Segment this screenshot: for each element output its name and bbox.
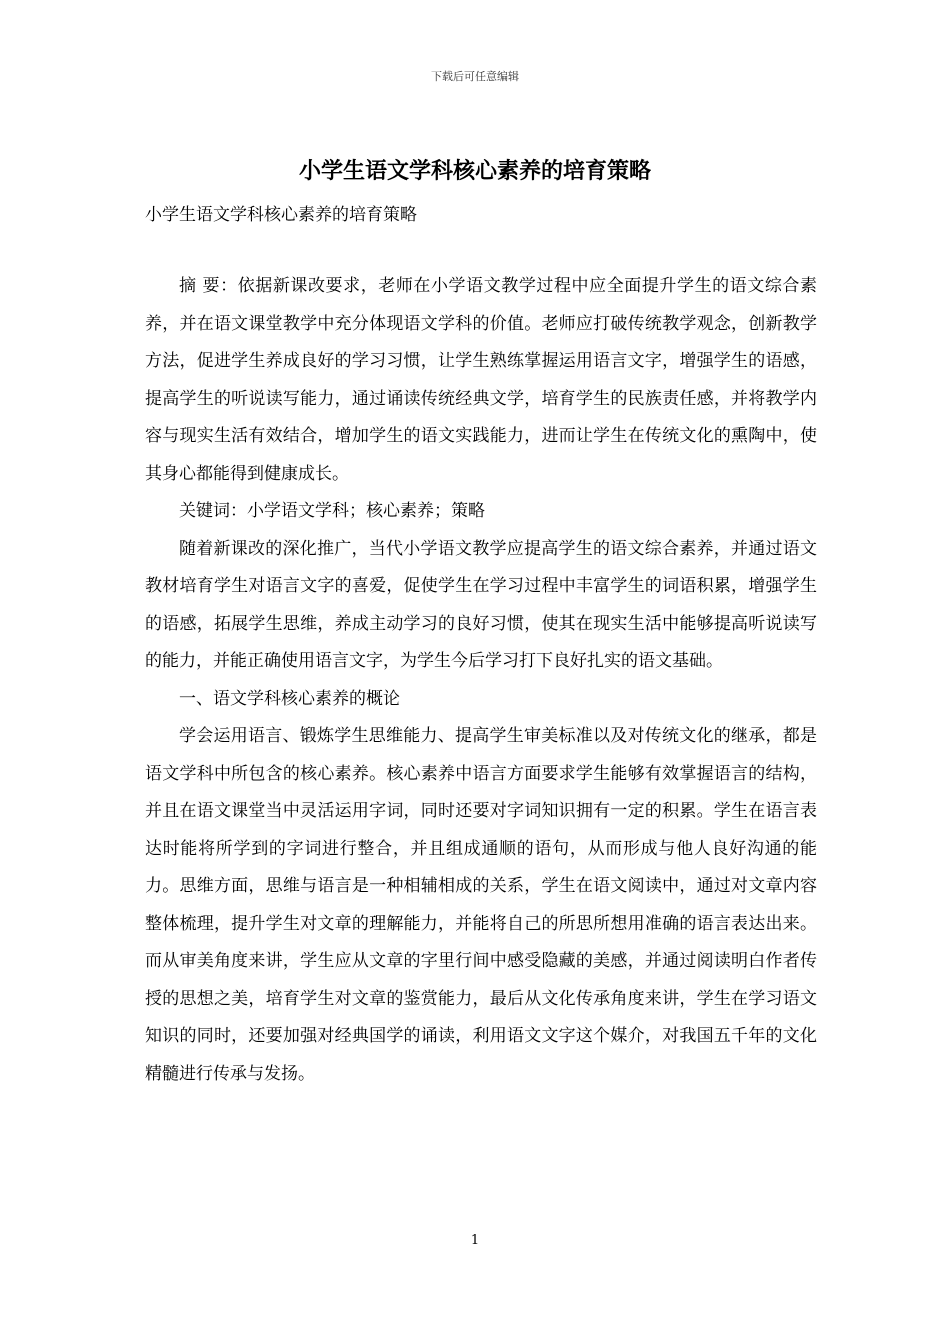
section-paragraph: 学会运用语言、锻炼学生思维能力、提高学生审美标准以及对传统文化的继承，都是语文学科中所包含的核心素养。核心素养中语言方面要求学生能够有效掌握语言的结构，并且在语文课堂当中灵活运用字词，同时还要对字词知识拥有一定的积累。学生在语言表达时能将所学到的字词进行整合，并且组成通顺的语句，从而形成与他人良好沟通的能力。思维方面，思维与语言是一种相辅相成的关系，学生在语文阅读中，通过对文章内容整体梳理，提升学生对文章的理解能力，并能将自己的所思所想用准确的语言表达出来。而从审美角度来讲，学生应从文章的字里行间中感受隐藏的美感，并通过阅读明白作者传授的思想之美，培育学生对文章的鉴赏能力，最后从文化传承角度来讲，学生在学习语文知识的同时，还要加强对经典国学的诵读，利用语文文字这个媒介，对我国五千年的文化精髓进行传承与发扬。: [145, 726, 817, 1084]
keywords-paragraph: 关键词：小学语文学科；核心素养；策略: [179, 501, 485, 521]
abstract-paragraph: 摘 要：依据新课改要求，老师在小学语文教学过程中应全面提升学生的语文综合素养，并在语文课堂教学中充分体现语文学科的价值。老师应打破传统教学观念，创新教学方法，促进学生养成良好的学习习惯，让学生熟练掌握运用语言文字，增强学生的语感，提高学生的听说读写能力，通过诵读传统经典文学，培育学生的民族责任感，并将教学内容与现实生活有效结合，增加学生的语文实践能力，进而让学生在传统文化的熏陶中，使其身心都能得到健康成长。: [145, 276, 817, 484]
section-heading: 一、语文学科核心素养的概论: [179, 688, 400, 709]
header-note: 下载后可任意编辑: [431, 70, 519, 83]
document-title: 小学生语文学科核心素养的培育策略: [298, 158, 651, 184]
document-subtitle: 小学生语文学科核心素养的培育策略: [145, 205, 417, 225]
page-number: 1: [470, 1233, 480, 1248]
document-body: [145, 268, 817, 1093]
intro-paragraph: 随着新课改的深化推广，当代小学语文教学应提高学生的语文综合素养，并通过语文教材培育学生对语言文字的喜爱，促使学生在学习过程中丰富学生的词语积累，增强学生的语感，拓展学生思维，养成主动学习的良好习惯，使其在现实生活中能够提高听说读写的能力，并能正确使用语言文字，为学生今后学习打下良好扎实的语文基础。: [145, 538, 817, 671]
